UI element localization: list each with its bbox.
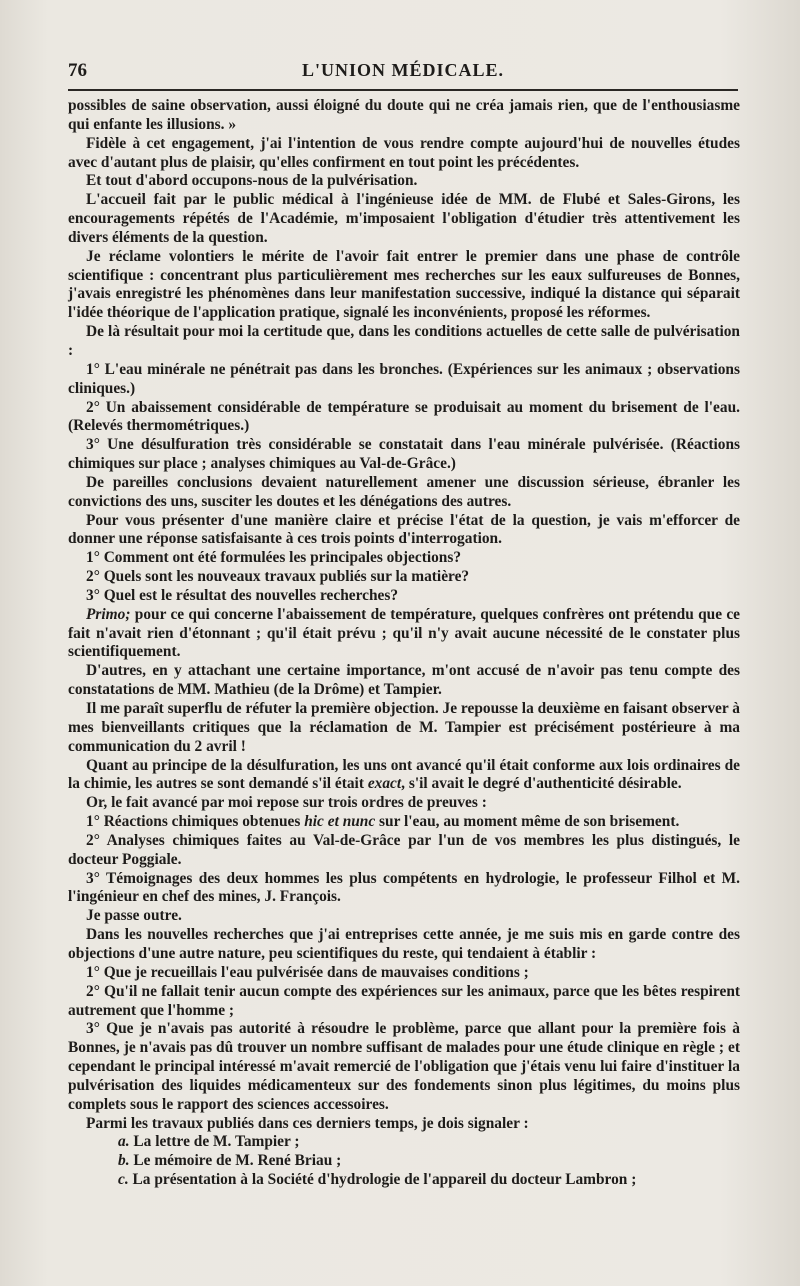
text-run: 2° Analyses chimiques faites au Val-de-Grâce par l'un de vos membres les plus distingués, le docteur Poggiale. bbox=[68, 831, 740, 868]
text-run: Il me paraît superflu de réfuter la première objection. Je repousse la deuxième en faisant observer à mes bienveillants critiques que la réclamation de M. Tampier est précisément postérieure à ma communication du 2 avril ! bbox=[68, 700, 740, 755]
text-run: pour ce qui concerne l'abaissement de température, quelques confrères ont prétendu que ce fait n'avait rien d'étonnant ; qu'il était prévu ; qu'il n'y avait aucune nécessité de le constater plus scientifiquement. bbox=[68, 605, 740, 661]
paragraph bbox=[68, 757, 740, 795]
text-run: 1° Réactions chimiques obtenues bbox=[86, 813, 305, 831]
text-run: 1° L'eau minérale ne pénétrait pas dans les bronches. (Expériences sur les animaux ; observations cliniques.) bbox=[68, 360, 740, 397]
paragraph bbox=[68, 1020, 740, 1114]
list-item bbox=[68, 1133, 740, 1152]
page-number: 76 bbox=[68, 60, 87, 81]
text-run: De là résultait pour moi la certitude que, dans les conditions actuelles de cette salle de pulvérisation : bbox=[68, 323, 740, 359]
text-run: Fidèle à cet engagement, j'ai l'intention de vous rendre compte aujourd'hui de nouvelles études avec d'autant plus de plaisir, qu'elles confirment en tout point les précédentes. bbox=[68, 134, 740, 171]
text-run: Le mémoire de M. René Briau ; bbox=[129, 1152, 342, 1170]
paragraph bbox=[68, 474, 740, 512]
italic-text: b. bbox=[118, 1152, 130, 1170]
text-run: Quant au principe de la désulfuration, les uns ont avancé qu'il était conforme aux lois ordinaires de la chimie, les autres se sont demandé s'il était bbox=[68, 756, 740, 793]
text-run: 3° Une désulfuration très considérable se constatait dans l'eau minérale pulvérisée. (Réactions chimiques sur place ; analyses chimiques au Val-de-Grâce.) bbox=[68, 436, 740, 473]
text-run: Je réclame volontiers le mérite de l'avoir fait entrer le premier dans une phase de contrôle scientifique : concentrant plus particulièrement mes recherches sur les eaux sulfureuses de Bonnes, j'avais enregistré les phénomènes dans leur manifestation successive, indiqué la distance qui séparait l'idée théorique de l'application pratique, signalé les inconvénients, proposé les réformes. bbox=[68, 247, 740, 322]
paragraph bbox=[68, 361, 740, 399]
paragraph bbox=[68, 926, 740, 964]
paragraph bbox=[68, 436, 740, 474]
text-run: La lettre de M. Tampier ; bbox=[129, 1133, 300, 1151]
text-run: L'accueil fait par le public médical à l'ingénieuse idée de MM. de Flubé et Sales-Girons, les encouragements répétés de l'Académie, m'imposaient l'obligation d'étudier très attentivement les divers éléments de la question. bbox=[68, 191, 740, 246]
paragraph bbox=[68, 983, 740, 1021]
paragraph bbox=[68, 964, 740, 983]
text-run: 3° Quel est le résultat des nouvelles recherches? bbox=[86, 586, 399, 604]
paragraph bbox=[68, 323, 740, 361]
text-run: 3° Témoignages des deux hommes les plus compétents en hydrologie, le professeur Filhol et M. l'ingénieur en chef des mines, J. François. bbox=[68, 869, 740, 906]
italic-text: a. bbox=[118, 1133, 130, 1151]
list-item bbox=[68, 1152, 740, 1171]
paragraph bbox=[68, 1115, 740, 1134]
page-header bbox=[68, 56, 738, 86]
paragraph bbox=[68, 191, 740, 248]
text-run: Or, le fait avancé par moi repose sur trois ordres de preuves : bbox=[86, 794, 487, 812]
running-title: L'UNION MÉDICALE. bbox=[301, 60, 505, 80]
paragraph bbox=[68, 662, 740, 700]
paragraph bbox=[68, 870, 740, 908]
list-item bbox=[68, 1171, 740, 1190]
text-run: Pour vous présenter d'une manière claire et précise l'état de la question, je vais m'efforcer de donner une réponse satisfaisante à ces trois points d'interrogation. bbox=[68, 511, 740, 548]
text-run: Parmi les travaux publiés dans ces derniers temps, je dois signaler : bbox=[86, 1114, 529, 1132]
header-rule bbox=[68, 89, 738, 91]
text-run: 1° Comment ont été formulées les principales objections? bbox=[86, 549, 462, 567]
text-run: La présentation à la Société d'hydrologie de l'appareil du docteur Lambron ; bbox=[128, 1171, 637, 1189]
article-body bbox=[68, 97, 740, 1190]
text-run: , s'il avait le degré d'authenticité désirable. bbox=[401, 775, 682, 793]
text-run: 2° Un abaissement considérable de température se produisait au moment du brisement de l'eau. (Relevés thermométriques.) bbox=[68, 398, 740, 435]
paragraph bbox=[68, 549, 740, 568]
text-run: De pareilles conclusions devaient naturellement amener une discussion sérieuse, ébranler les convictions des uns, susciter les doutes et les dénégations des autres. bbox=[68, 473, 740, 510]
text-run: 3° Que je n'avais pas autorité à résoudre le problème, parce que allant pour la première fois à Bonnes, je n'avais pas dû trouver un nombre suffisant de malades pour une étude clinique en règle ; et cependant le principal intéressé m'avait remercié de l'obligation que j'étais venu lui faire d'instituer la pulvérisation des liquides médicamenteux sur des fondements sinon plus légitimes, du moins plus complets sous le rapport des sciences accessoires. bbox=[68, 1020, 740, 1113]
italic-text: Primo; bbox=[86, 605, 131, 623]
text-run: 1° Que je recueillais l'eau pulvérisée dans de mauvaises conditions ; bbox=[86, 963, 529, 981]
paragraph bbox=[68, 606, 740, 663]
text-run: sur l'eau, au moment même de son brisement. bbox=[375, 813, 680, 831]
paragraph bbox=[68, 568, 740, 587]
text-run: Je passe outre. bbox=[86, 907, 182, 925]
paragraph bbox=[68, 832, 740, 870]
italic-text: c. bbox=[118, 1171, 129, 1189]
paragraph bbox=[68, 135, 740, 173]
paragraph bbox=[68, 248, 740, 323]
text-run: Et tout d'abord occupons-nous de la pulvérisation. bbox=[86, 172, 418, 190]
paragraph bbox=[68, 399, 740, 437]
italic-text: hic et nunc bbox=[304, 813, 376, 831]
paragraph bbox=[68, 907, 740, 926]
italic-text: exact bbox=[367, 775, 402, 793]
paragraph bbox=[68, 587, 740, 606]
paragraph bbox=[68, 700, 740, 757]
paragraph bbox=[68, 172, 740, 191]
paragraph bbox=[68, 97, 740, 135]
text-run: Dans les nouvelles recherches que j'ai entreprises cette année, je me suis mis en garde contre des objections d'une autre nature, peu scientifiques du reste, qui tendaient à établir : bbox=[68, 926, 740, 962]
paragraph bbox=[68, 813, 740, 832]
paragraph bbox=[68, 512, 740, 550]
text-run: possibles de saine observation, aussi éloigné du doute qui ne créa jamais rien, que de l'enthousiasme qui enfante les illusions. » bbox=[68, 97, 740, 133]
paragraph bbox=[68, 794, 740, 813]
text-run: D'autres, en y attachant une certaine importance, m'ont accusé de n'avoir pas tenu compte des constatations de MM. Mathieu (de la Drôme) et Tampier. bbox=[68, 662, 740, 699]
text-run: 2° Qu'il ne fallait tenir aucun compte des expériences sur les animaux, parce que les bêtes respirent autrement que l'homme ; bbox=[68, 982, 740, 1019]
text-run: 2° Quels sont les nouveaux travaux publiés sur la matière? bbox=[86, 568, 470, 586]
